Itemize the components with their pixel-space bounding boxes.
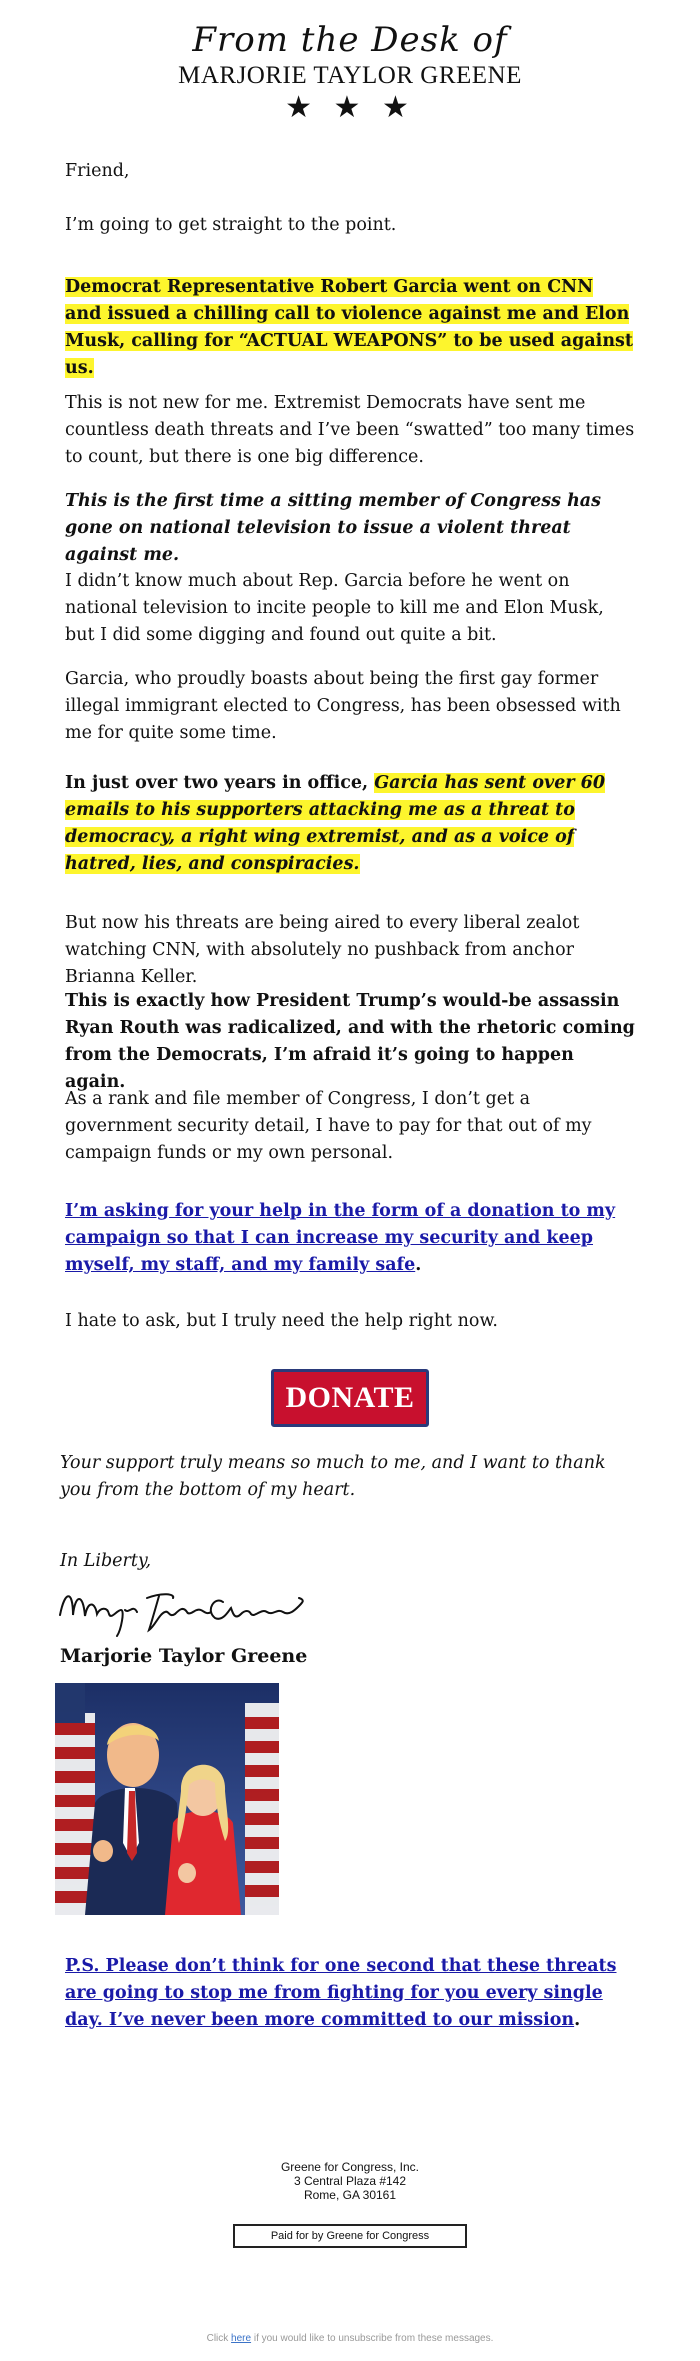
paragraph-6: Garcia, who proudly boasts about being the first gay former illegal immigrant elected to Congress, has been obsessed with me for quite some time.	[65, 669, 621, 743]
paragraph-7-lead: In just over two years in office,	[65, 773, 375, 793]
donate-button[interactable]: DONATE	[271, 1369, 429, 1427]
header-script-title: From the Desk of	[192, 20, 508, 60]
paragraph-1: I’m going to get straight to the point.	[65, 215, 397, 235]
postscript-link[interactable]: P.S. Please don’t think for one second that these threats are going to stop me from fighting for you every single day. I’ve never been more committed to our mission	[65, 1956, 617, 2030]
highlight-text: Democrat Representative Robert Garcia went on CNN and issued a chilling call to violence against me and Elon Musk, calling for “ACTUAL WEAPONS” to be used against us.	[65, 277, 633, 378]
postscript	[65, 1953, 635, 2034]
paragraph-11: I hate to ask, but I truly need the help right now.	[65, 1311, 498, 1331]
donation-ask-period: .	[415, 1255, 422, 1275]
footer-address	[0, 2160, 700, 2202]
flag-right	[245, 1703, 279, 1915]
unsubscribe-post: if you would like to unsubscribe from these messages.	[251, 2333, 494, 2344]
postscript-period: .	[574, 2010, 581, 2030]
candidate-photo	[55, 1683, 279, 1915]
footer-org: Greene for Congress, Inc.	[280, 2160, 420, 2174]
paragraph-10: As a rank and file member of Congress, I don’t get a government security detail, I have to pay for that out of my campaign funds or my own personal.	[65, 1089, 592, 1163]
paragraph-7-highlight: Garcia has sent over 60 emails to his supporters attacking me as a threat to democracy, a right wing extremist, and as a voice of hatred, lies, and conspiracies.	[65, 773, 605, 874]
footer-address-line-2: Rome, GA 30161	[303, 2188, 397, 2202]
donation-ask-link[interactable]: I’m asking for your help in the form of a donation to my campaign so that I can increase my security and keep myself, my staff, and my family safe	[65, 1201, 616, 1275]
paragraph-3: This is not new for me. Extremist Democrats have sent me countless death threats and I’ve been “swatted” too many times to count, but there is one big difference.	[65, 393, 635, 467]
paragraph-5: I didn’t know much about Rep. Garcia before he went on national television to incite people to kill me and Elon Musk, but I did some digging and found out quite a bit.	[65, 571, 604, 645]
printed-name: Marjorie Taylor Greene	[60, 1645, 308, 1667]
paragraph-7	[65, 770, 635, 878]
thanks-paragraph: Your support truly means so much to me, and I want to thank you from the bottom of my heart.	[60, 1453, 606, 1500]
donation-ask	[65, 1198, 635, 1279]
paragraph-8: But now his threats are being aired to every liberal zealot watching CNN, with absolutely no pushback from anchor Brianna Keller.	[65, 913, 580, 987]
unsubscribe-line	[0, 2332, 700, 2346]
unsubscribe-link[interactable]: here	[231, 2333, 252, 2344]
header-name: MARJORIE TAYLOR GREENE	[178, 62, 522, 89]
paid-for-box: Paid for by Greene for Congress	[233, 2224, 467, 2248]
header-stars: ★ ★ ★	[285, 90, 415, 125]
photo-illustration	[55, 1683, 279, 1915]
paid-for-box-wrap	[0, 2224, 700, 2248]
paragraph-4: This is the first time a sitting member of Congress has gone on national television to issue a violent threat against me.	[65, 491, 601, 565]
letter-header	[0, 0, 700, 130]
signature-icon	[55, 1580, 315, 1640]
paragraph-9: This is exactly how President Trump’s would-be assassin Ryan Routh was radicalized, and with the rhetoric coming from the Democrats, I’m afraid it’s going to happen again.	[65, 991, 635, 1092]
unsubscribe-pre: Click	[206, 2333, 232, 2344]
greeting: Friend,	[65, 161, 130, 181]
closing-line: In Liberty,	[60, 1551, 152, 1571]
donate-wrapper	[0, 1369, 700, 1427]
footer-address-line-1: 3 Central Plaza #142	[293, 2174, 407, 2188]
paragraph-2-highlighted	[65, 274, 635, 382]
